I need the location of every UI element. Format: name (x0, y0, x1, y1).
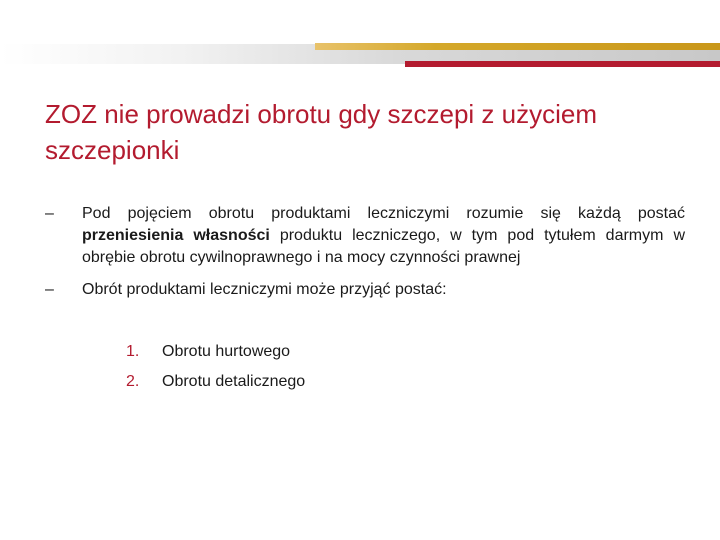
bullet-text-bold: przeniesienia własności (82, 227, 270, 244)
bullet-text (82, 203, 685, 269)
bullet-list (45, 203, 685, 301)
sub-list-label: Obrotu detalicznego (162, 373, 306, 390)
sub-list-label: Obrotu hurtowego (162, 343, 291, 360)
dash-bullet-icon: – (45, 205, 54, 222)
bullet-item-definition (45, 203, 685, 269)
slide-title: ZOZ nie prowadzi obrotu gdy szczepi z użyciem szczepionki (45, 99, 597, 165)
header-red-stripe (405, 61, 720, 67)
bullet-item-forms (45, 279, 685, 301)
bullet-text: Obrót produktami leczniczymi może przyjąć postać: (82, 281, 447, 298)
sub-list-item (126, 337, 305, 367)
sub-list-number: 2. (126, 373, 140, 390)
numbered-sub-list (126, 337, 305, 397)
bullet-text-part: produktu leczniczego, w tym pod tytułem darmym w obrębie obrotu cywilnoprawnego i na mocy czynności prawnej (82, 227, 685, 266)
sub-list-item (126, 367, 305, 397)
header-gold-stripe (315, 43, 720, 50)
dash-bullet-icon: – (45, 281, 54, 298)
bullet-text-part: Pod pojęciem obrotu produktami leczniczymi rozumie się każdą postać (82, 205, 685, 222)
sub-list-number: 1. (126, 343, 140, 360)
